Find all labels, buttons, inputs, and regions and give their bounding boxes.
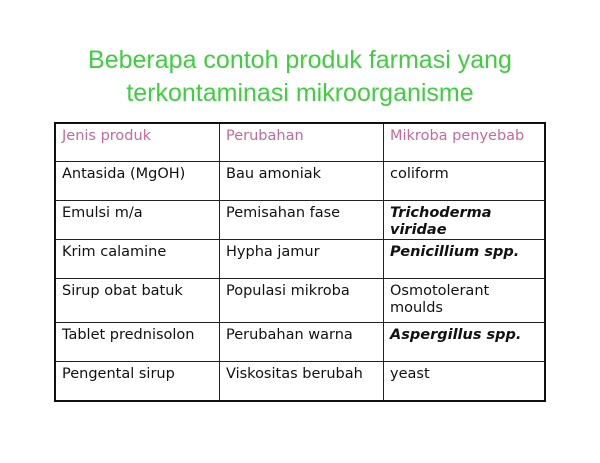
cell-produk: Sirup obat batuk <box>55 279 220 323</box>
cell-produk: Tablet prednisolon <box>55 323 220 362</box>
header-perubahan: Perubahan <box>220 123 384 162</box>
cell-perubahan: Bau amoniak <box>220 162 384 201</box>
cell-produk: Krim calamine <box>55 240 220 279</box>
cell-perubahan: Perubahan warna <box>220 323 384 362</box>
title-line-2: terkontaminasi mikroorganisme <box>126 79 474 107</box>
cell-mikroba: Trichoderma viridae <box>384 201 546 240</box>
cell-mikroba: Aspergillus spp. <box>384 323 546 362</box>
table-row <box>55 201 545 240</box>
cell-mikroba: coliform <box>384 162 546 201</box>
slide-title <box>0 44 600 110</box>
cell-mikroba: yeast <box>384 362 546 402</box>
cell-perubahan: Pemisahan fase <box>220 201 384 240</box>
cell-perubahan: Viskositas berubah <box>220 362 384 402</box>
title-line-1: Beberapa contoh produk farmasi yang <box>88 46 512 74</box>
contamination-table <box>54 122 546 402</box>
table-row <box>55 162 545 201</box>
table-header-row <box>55 123 545 162</box>
header-mikroba-penyebab: Mikroba penyebab <box>384 123 546 162</box>
table-row <box>55 323 545 362</box>
cell-produk: Antasida (MgOH) <box>55 162 220 201</box>
cell-produk: Pengental sirup <box>55 362 220 402</box>
cell-mikroba: Penicillium spp. <box>384 240 546 279</box>
table-row <box>55 362 545 402</box>
cell-produk: Emulsi m/a <box>55 201 220 240</box>
cell-mikroba: Osmotolerant moulds <box>384 279 546 323</box>
cell-perubahan: Populasi mikroba <box>220 279 384 323</box>
header-jenis-produk: Jenis produk <box>55 123 220 162</box>
cell-perubahan: Hypha jamur <box>220 240 384 279</box>
table-row <box>55 240 545 279</box>
table-row <box>55 279 545 323</box>
